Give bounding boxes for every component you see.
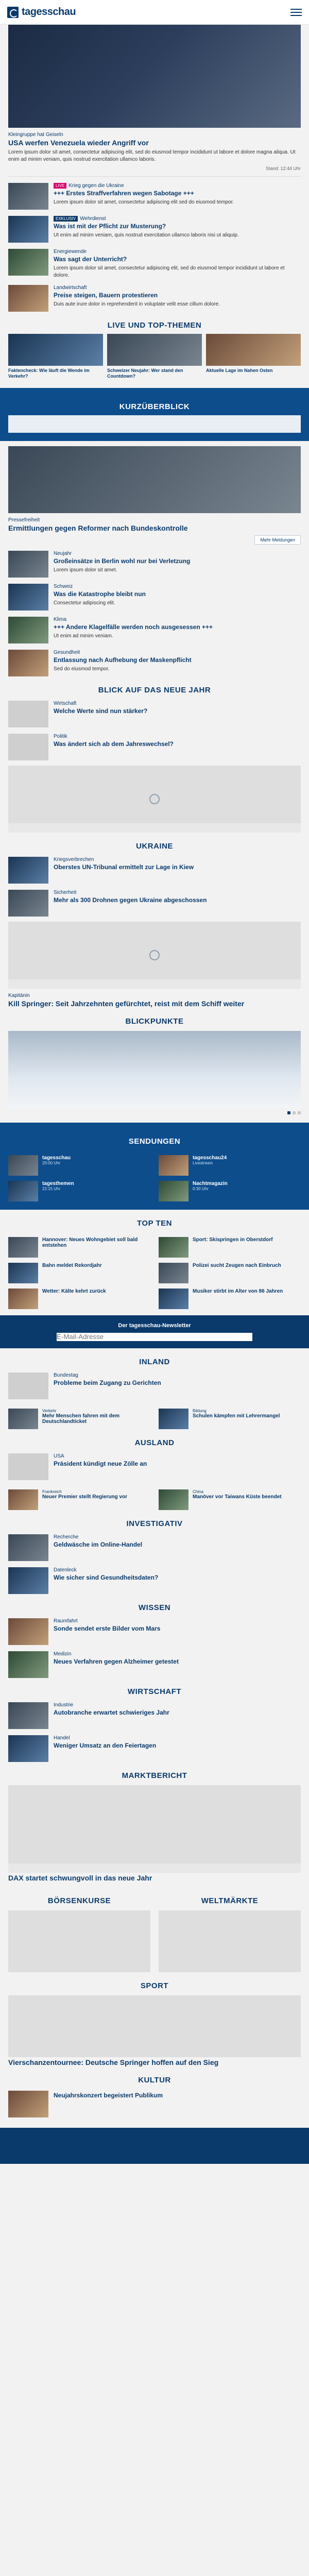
section-title-kultur: KULTUR	[138, 2075, 171, 2084]
logo-icon	[7, 7, 19, 18]
sport-headline[interactable]: Vierschanzentournee: Deutsche Springer hoffen auf den Sieg	[8, 2058, 219, 2066]
section-title-ausland: AUSLAND	[134, 1438, 175, 1447]
news-row[interactable]: Raumfahrt Sonde sendet erste Bilder vom Mars	[8, 1618, 301, 1645]
feature-headline[interactable]: Kill Springer: Seit Jahrzehnten gefürchtet, reist mit dem Schiff weiter	[8, 999, 245, 1008]
live-cards	[8, 334, 301, 380]
kurz-kicker: Pressefreiheit	[8, 517, 40, 523]
topten-item[interactable]: Polizei sucht Zeugen nach Einbruch	[159, 1263, 301, 1283]
carousel-dots[interactable]	[8, 1111, 301, 1114]
sendung-item[interactable]: tagesschau 20:00 Uhr	[8, 1155, 150, 1176]
feature-kicker: Kapitänin	[8, 992, 30, 998]
topten-item[interactable]: Bahn meldet Rekordjahr	[8, 1263, 150, 1283]
news-row[interactable]: Medizin Neues Verfahren gegen Alzheimer getestet	[8, 1651, 301, 1678]
topten-item[interactable]: Wetter: Kälte kehrt zurück	[8, 1289, 150, 1309]
lead-kicker: Kleingruppe hat Geiseln	[8, 132, 63, 138]
news-row[interactable]: Neujahrskonzert begeistert Publikum	[8, 2091, 301, 2117]
news-row[interactable]: Kriegsverbrechen Oberstes UN-Tribunal ermittelt zur Lage in Kiew	[8, 857, 301, 884]
teaser-image	[8, 285, 48, 312]
teaser-headline[interactable]: +++ Erstes Straffverfahren wegen Sabotage +++	[54, 190, 194, 197]
sendung-item[interactable]: tagesthemen 22:15 Uhr	[8, 1181, 150, 1201]
live-card[interactable]: Aktuelle Lage im Nahen Osten	[206, 334, 301, 380]
kurz-band	[0, 388, 309, 441]
news-row[interactable]: Datenleck Wie sicher sind Gesundheitsdaten?	[8, 1567, 301, 1594]
exclusive-badge: EXKLUSIV	[54, 216, 78, 222]
top-bar	[0, 0, 309, 25]
logo-text: tagesschau	[22, 6, 76, 18]
newsletter-title: Der tagesschau-Newsletter	[118, 1322, 191, 1329]
teaser-row[interactable]	[8, 249, 301, 279]
teaser-text: Lorem ipsum dolor sit amet, consectetur adipiscing elit sed do eiusmod tempor.	[54, 199, 234, 206]
teaser-row[interactable]	[8, 216, 301, 243]
teaser-text: Lorem ipsum dolor sit amet, consectetur adipiscing elit, sed do eiusmod tempor incididunt ut labore et dolore.	[54, 265, 285, 278]
site-logo[interactable]	[7, 6, 290, 18]
teaser-image	[8, 216, 48, 243]
section-title-inland: INLAND	[139, 1357, 170, 1366]
kurz-headline[interactable]: Ermittlungen gegen Reformer nach Bundeskontrolle	[8, 523, 188, 532]
newsletter-box	[0, 1315, 309, 1348]
live-card[interactable]: Faktencheck: Wie läuft die Wende im Verkehr?	[8, 334, 103, 380]
topten-item[interactable]: Sport: Skispringen in Oberstdorf	[159, 1237, 301, 1258]
news-row[interactable]: Handel Weniger Umsatz an den Feiertagen	[8, 1735, 301, 1762]
teaser-headline[interactable]: Was ist mit der Pflicht zur Musterung?	[54, 223, 166, 230]
teaser-row[interactable]	[8, 183, 301, 210]
boersen-title[interactable]: BÖRSENKURSE	[47, 1896, 111, 1905]
news-row[interactable]: Recherche Geldwäsche im Online-Handel	[8, 1534, 301, 1561]
boersen-placeholder[interactable]	[8, 1910, 150, 1972]
news-row[interactable]: Bundestag Probleme beim Zugang zu Gerichten	[8, 1372, 301, 1399]
news-mini[interactable]: Bildung Schulen kämpfen mit Lehrermangel	[159, 1409, 301, 1429]
news-row[interactable]: Politik Was ändert sich ab dem Jahreswechsel?	[8, 734, 301, 760]
news-row[interactable]: Schweiz Was die Katastrophe bleibt nun Consectetur adipiscing elit.	[8, 584, 301, 611]
teaser-row[interactable]	[8, 285, 301, 312]
sport-placeholder[interactable]	[8, 1995, 301, 2057]
section-title-sport: SPORT	[140, 1981, 169, 1990]
teaser-kicker: Wehrdienst	[80, 216, 106, 222]
market-headline[interactable]: DAX startet schwungvoll in das neue Jahr	[8, 1873, 152, 1882]
section-title-blick: BLICKPUNKTE	[125, 1016, 184, 1026]
video-placeholder[interactable]	[8, 922, 301, 989]
news-mini[interactable]: Frankreich Neuer Premier stellt Regierung vor	[8, 1489, 150, 1510]
news-row[interactable]: Industrie Autobranche erwartet schwieriges Jahr	[8, 1702, 301, 1729]
market-chart-placeholder[interactable]	[8, 1785, 301, 1873]
newsletter-email-input[interactable]	[57, 1333, 252, 1341]
lead-text: Lorem ipsum dolor sit amet, consectetur adipiscing elit, sed do eiusmod tempor incididunt ut labore et dolore magna aliqua. Ut enim ad minim veniam, quis nostrud exercitation ullamco laboris.	[8, 149, 296, 162]
section-title-markt: MARKTBERICHT	[122, 1771, 187, 1780]
news-mini[interactable]: Verkehr Mehr Menschen fahren mit dem Deutschlandticket	[8, 1409, 150, 1429]
page-footer	[0, 2128, 309, 2164]
teaser-kicker: Energiewende	[54, 249, 87, 255]
live-card[interactable]: Schweizer Neujahr: Wer stand den Countdown?	[107, 334, 202, 380]
section-title-kurz: KURZÜBERBLICK	[119, 402, 190, 411]
play-icon	[149, 794, 160, 804]
teaser-headline[interactable]: Was sagt der Unterricht?	[54, 256, 127, 263]
news-row[interactable]: Gesundheit Entlassung nach Aufhebung der Maskenpflicht Sed do eiusmod tempor.	[8, 650, 301, 676]
teaser-image	[8, 183, 48, 210]
blick-image[interactable]	[8, 1031, 301, 1108]
kurz-image[interactable]	[8, 446, 301, 513]
kurz-list[interactable]	[8, 415, 301, 433]
more-news-button[interactable]: Mehr Meldungen	[254, 535, 301, 545]
lead-image[interactable]	[8, 25, 301, 128]
section-title-wirtschaft: WIRTSCHAFT	[127, 1687, 182, 1696]
section-title-sendungen: SENDUNGEN	[128, 1137, 181, 1146]
topten-item[interactable]: Hannover: Neues Wohngebiet soll bald entstehen	[8, 1237, 150, 1258]
news-row[interactable]: Klima +++ Andere Klagelfälle werden noch ausgesessen +++ Ut enim ad minim veniam.	[8, 617, 301, 643]
section-title-wissen: WISSEN	[138, 1603, 171, 1612]
teaser-image	[8, 249, 48, 276]
sendung-item[interactable]: tagesschau24 Livestream	[159, 1155, 301, 1176]
teaser-kicker: Landwirtschaft	[54, 285, 87, 291]
sendung-item[interactable]: Nachtmagazin 0:30 Uhr	[159, 1181, 301, 1201]
weltmaerkte-title[interactable]: WELTMÄRKTE	[201, 1896, 259, 1905]
live-badge: LIVE	[54, 183, 66, 189]
menu-icon[interactable]	[290, 9, 302, 16]
teaser-text: Ut enim ad minim veniam, quis nostrud exercitation ullamco laboris nisi ut aliquip.	[54, 232, 239, 239]
lead-headline[interactable]: USA werfen Venezuela wieder Angriff vor	[8, 139, 149, 147]
teaser-headline[interactable]: Preise steigen, Bauern protestieren	[54, 292, 158, 299]
lead-meta: Stand: 12:44 Uhr	[265, 166, 301, 171]
news-mini[interactable]: China Manöver vor Taiwans Küste beendet	[159, 1489, 301, 1510]
weltmaerkte-placeholder[interactable]	[159, 1910, 301, 1972]
news-row[interactable]: Neujahr Großeinsätze in Berlin wohl nur bei Verletzung Lorem ipsum dolor sit amet.	[8, 551, 301, 578]
section-title-live: LIVE UND TOP-THEMEN	[107, 321, 202, 330]
topten-item[interactable]: Musiker stirbt im Alter von 86 Jahren	[159, 1289, 301, 1309]
news-row[interactable]: Wirtschaft Welche Werte sind nun stärker?	[8, 701, 301, 727]
sendungen-band	[0, 1123, 309, 1210]
video-placeholder[interactable]	[8, 766, 301, 833]
section-title-investigativ: INVESTIGATIV	[126, 1519, 183, 1528]
teaser-kicker: Krieg gegen die Ukraine	[68, 183, 124, 189]
news-row[interactable]: USA Präsident kündigt neue Zölle an	[8, 1453, 301, 1480]
play-icon	[149, 950, 160, 960]
section-title-ukraine: UKRAINE	[136, 841, 173, 851]
section-title-topten: TOP TEN	[137, 1218, 172, 1228]
teaser-text: Duis aute irure dolor in reprehenderit in voluptate velit esse cillum dolore.	[54, 301, 220, 307]
news-row[interactable]: Sicherheit Mehr als 300 Drohnen gegen Ukraine abgeschossen	[8, 890, 301, 917]
section-title-neujahr: BLICK AUF DAS NEUE JAHR	[98, 685, 211, 694]
